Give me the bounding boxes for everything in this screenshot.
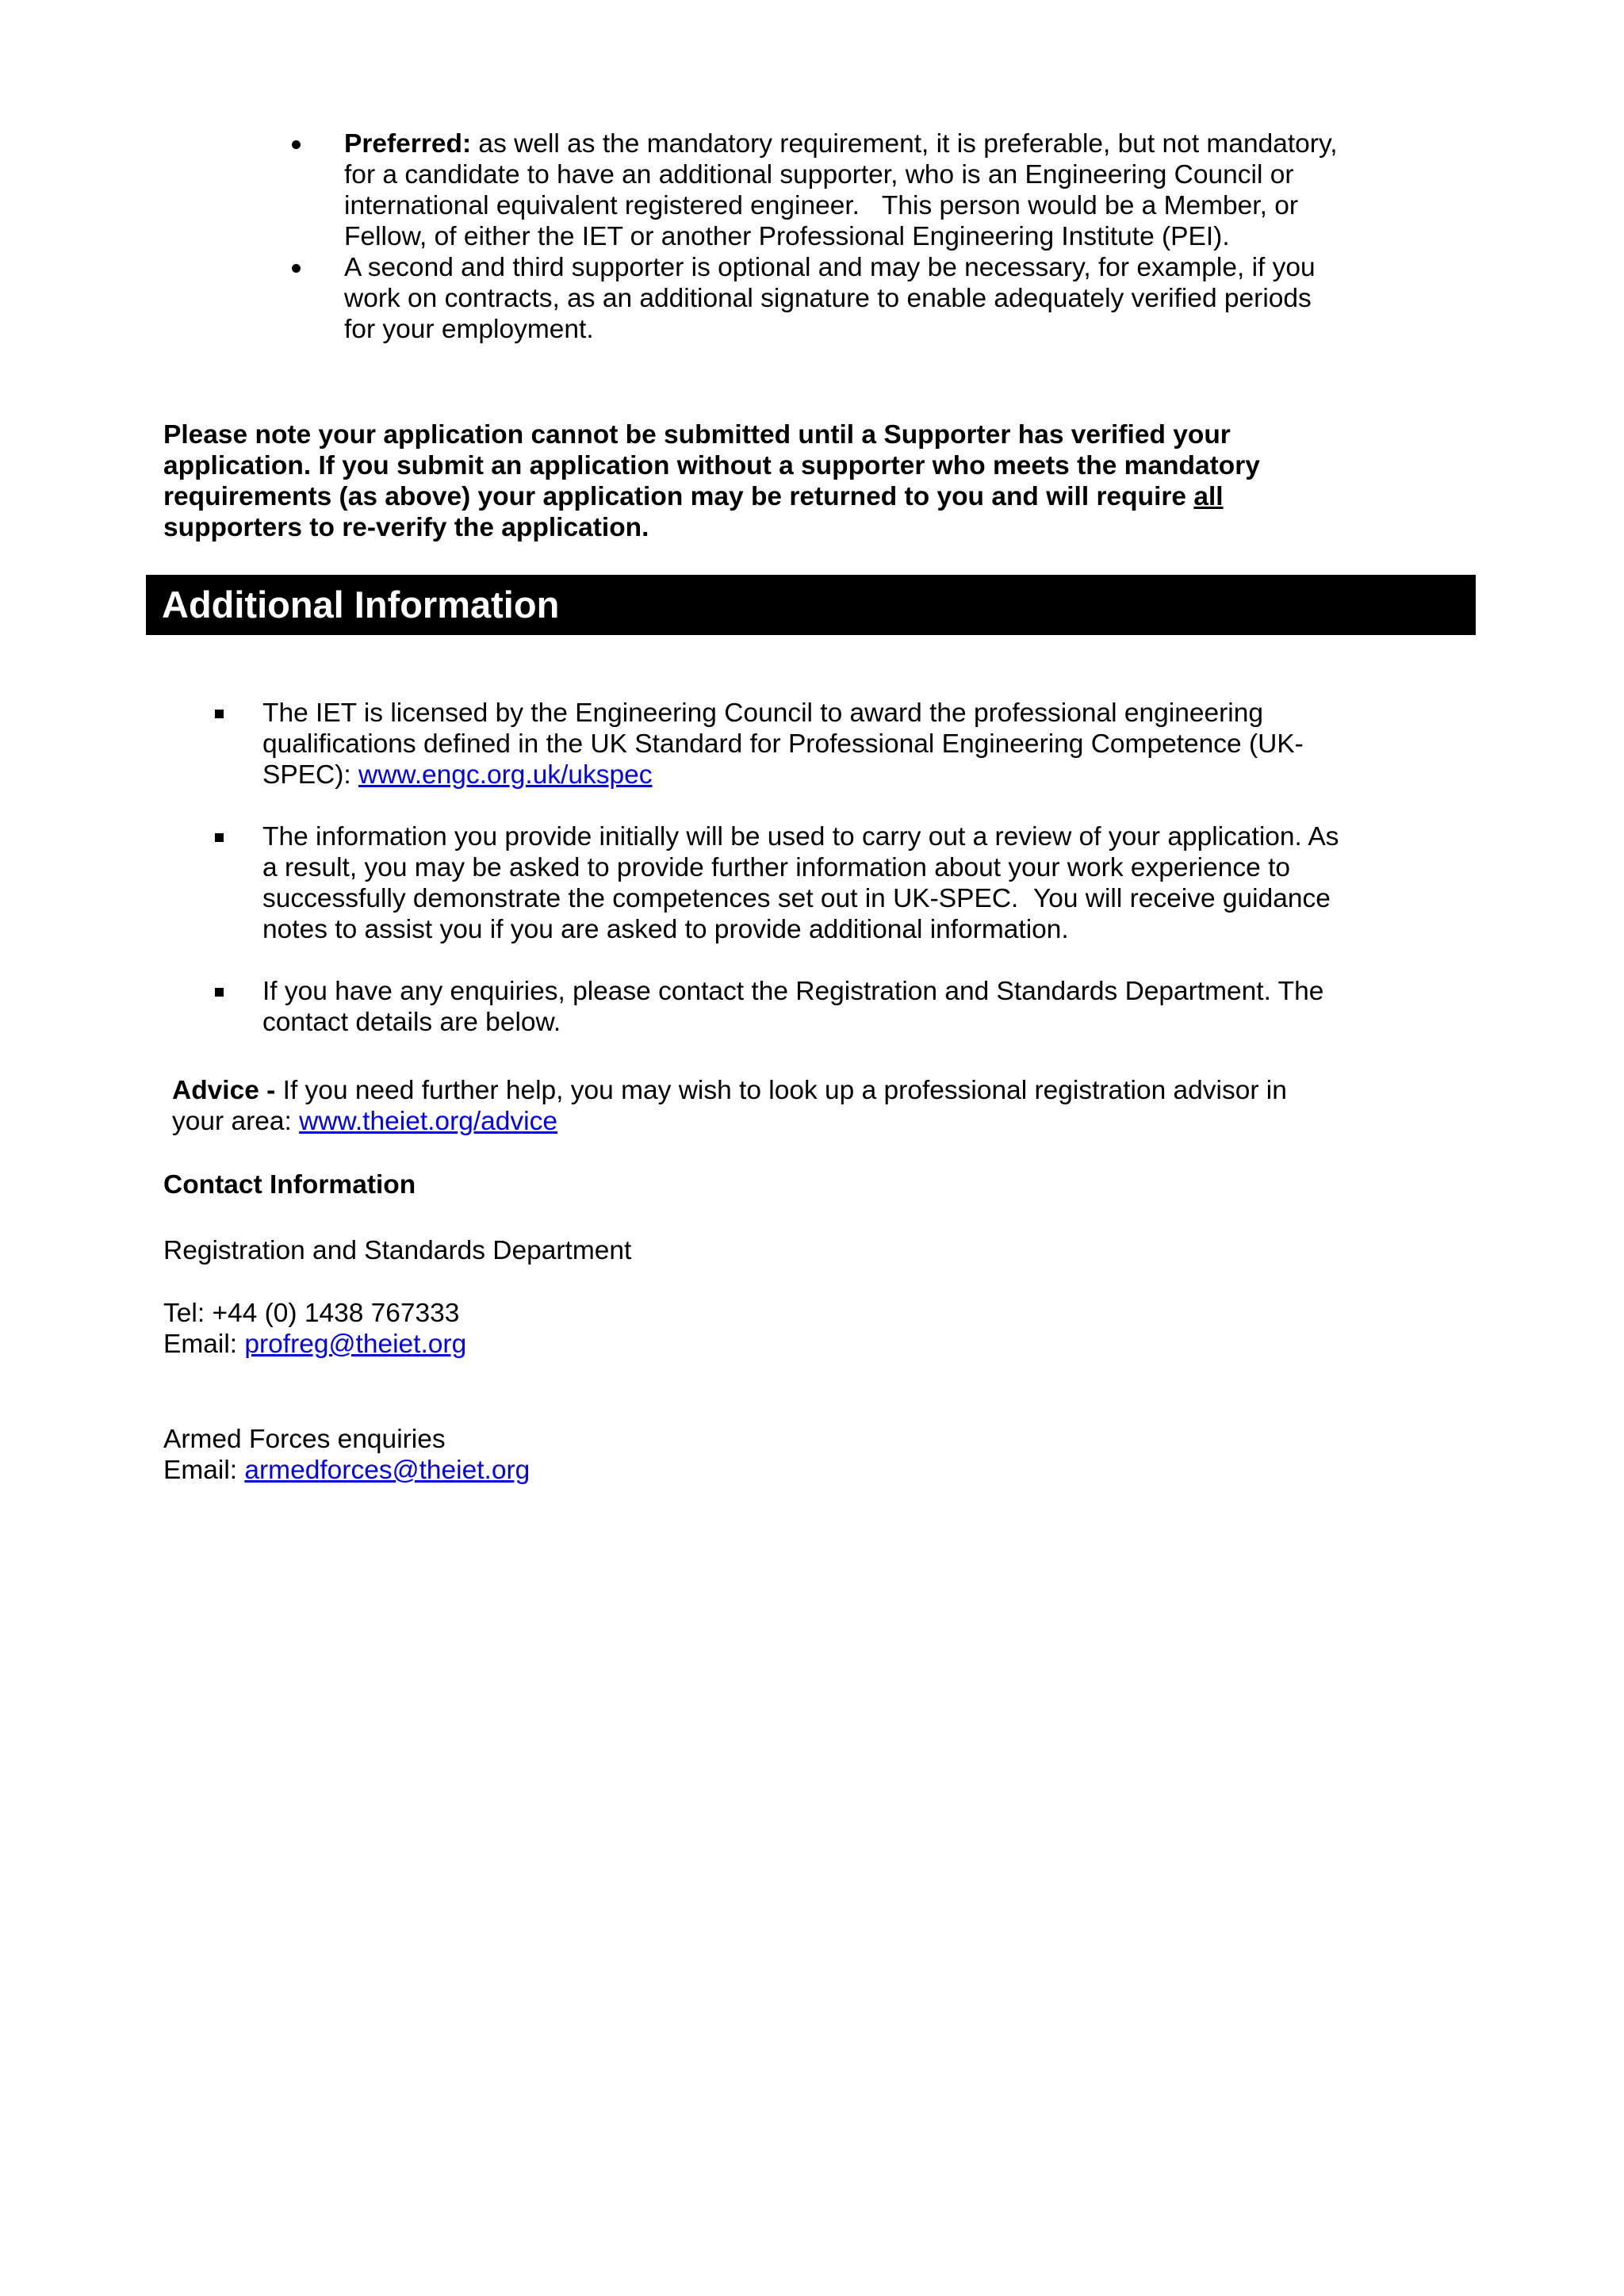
profreg-email-link[interactable]: profreg@theiet.org bbox=[244, 1330, 467, 1359]
contact-information: Contact Information Registration and Standards Department Tel: +44 (0) 1438 767333 Email: profreg@theiet.org Armed Forces enquiries Email: armedforces@theiet.org bbox=[163, 1169, 1194, 1486]
list-item-text: as well as the mandatory requirement, it is preferable, but not mandatory, bbox=[471, 129, 1338, 159]
advice-paragraph: Advice - If you need further help, you may wish to look up a professional registration advisor in your area: www.theiet.org/advice bbox=[172, 1076, 1287, 1136]
section-header-bar bbox=[146, 575, 1476, 635]
telephone: Tel: +44 (0) 1438 767333 bbox=[163, 1299, 460, 1328]
advice-link[interactable]: www.theiet.org/advice bbox=[299, 1107, 557, 1136]
list-item bbox=[292, 252, 1386, 345]
list-item: If you have any enquiries, please contact the Registration and Standards Department. The contact details are below. bbox=[214, 976, 1380, 1038]
submission-note: Please note your application cannot be submitted until a Supporter has verified your application. If you submit an application without a supporter who meets the mandatory requirements (as above) your application may be returned to you and will require all supporters to re-verify the application. bbox=[163, 420, 1260, 542]
list-item-text: for your employment. bbox=[344, 315, 594, 344]
list-item-text: A second and third supporter is optional and may be necessary, for example, if you bbox=[344, 253, 1316, 282]
list-item: The IET is licensed by the Engineering Council to award the professional engineering qualifications defined in the UK Standard for Professional Engineering Competence (UK- SPEC): www.engc.org.uk/ukspec bbox=[214, 698, 1380, 790]
emphasis-all: all bbox=[1193, 482, 1224, 511]
preferred-label: Preferred: bbox=[344, 129, 472, 159]
armed-forces-email-link[interactable]: armedforces@theiet.org bbox=[244, 1456, 530, 1485]
armed-forces-label: Armed Forces enquiries bbox=[163, 1425, 446, 1454]
section-title: Additional Information bbox=[162, 584, 560, 626]
list-item-text: work on contracts, as an additional signature to enable adequately verified periods bbox=[344, 284, 1312, 313]
advice-label: Advice - bbox=[172, 1076, 276, 1105]
additional-info-list bbox=[214, 698, 1380, 1069]
bullet-dot-icon bbox=[292, 264, 301, 273]
supporter-requirements-list bbox=[292, 128, 1386, 345]
square-bullet-icon bbox=[215, 833, 224, 842]
bullet-dot-icon bbox=[292, 140, 301, 149]
contact-heading: Contact Information bbox=[163, 1170, 416, 1200]
square-bullet-icon bbox=[215, 710, 224, 718]
list-item-text: Fellow, of either the IET or another Professional Engineering Institute (PEI). bbox=[344, 222, 1230, 251]
list-item-text: for a candidate to have an additional supporter, who is an Engineering Council or bbox=[344, 160, 1294, 189]
department-name: Registration and Standards Department bbox=[163, 1236, 632, 1265]
list-item: The information you provide initially will be used to carry out a review of your application. As a result, you may be asked to provide further information about your work experience to successfully demonstrate the competences set out in UK-SPEC. You will receive guidance notes to assist you if you are asked to provide additional information. bbox=[214, 821, 1380, 945]
list-item-text: international equivalent registered engineer. This person would be a Member, or bbox=[344, 191, 1298, 220]
square-bullet-icon bbox=[215, 988, 224, 997]
ukspec-link[interactable]: www.engc.org.uk/ukspec bbox=[358, 760, 653, 790]
list-item bbox=[292, 128, 1386, 252]
